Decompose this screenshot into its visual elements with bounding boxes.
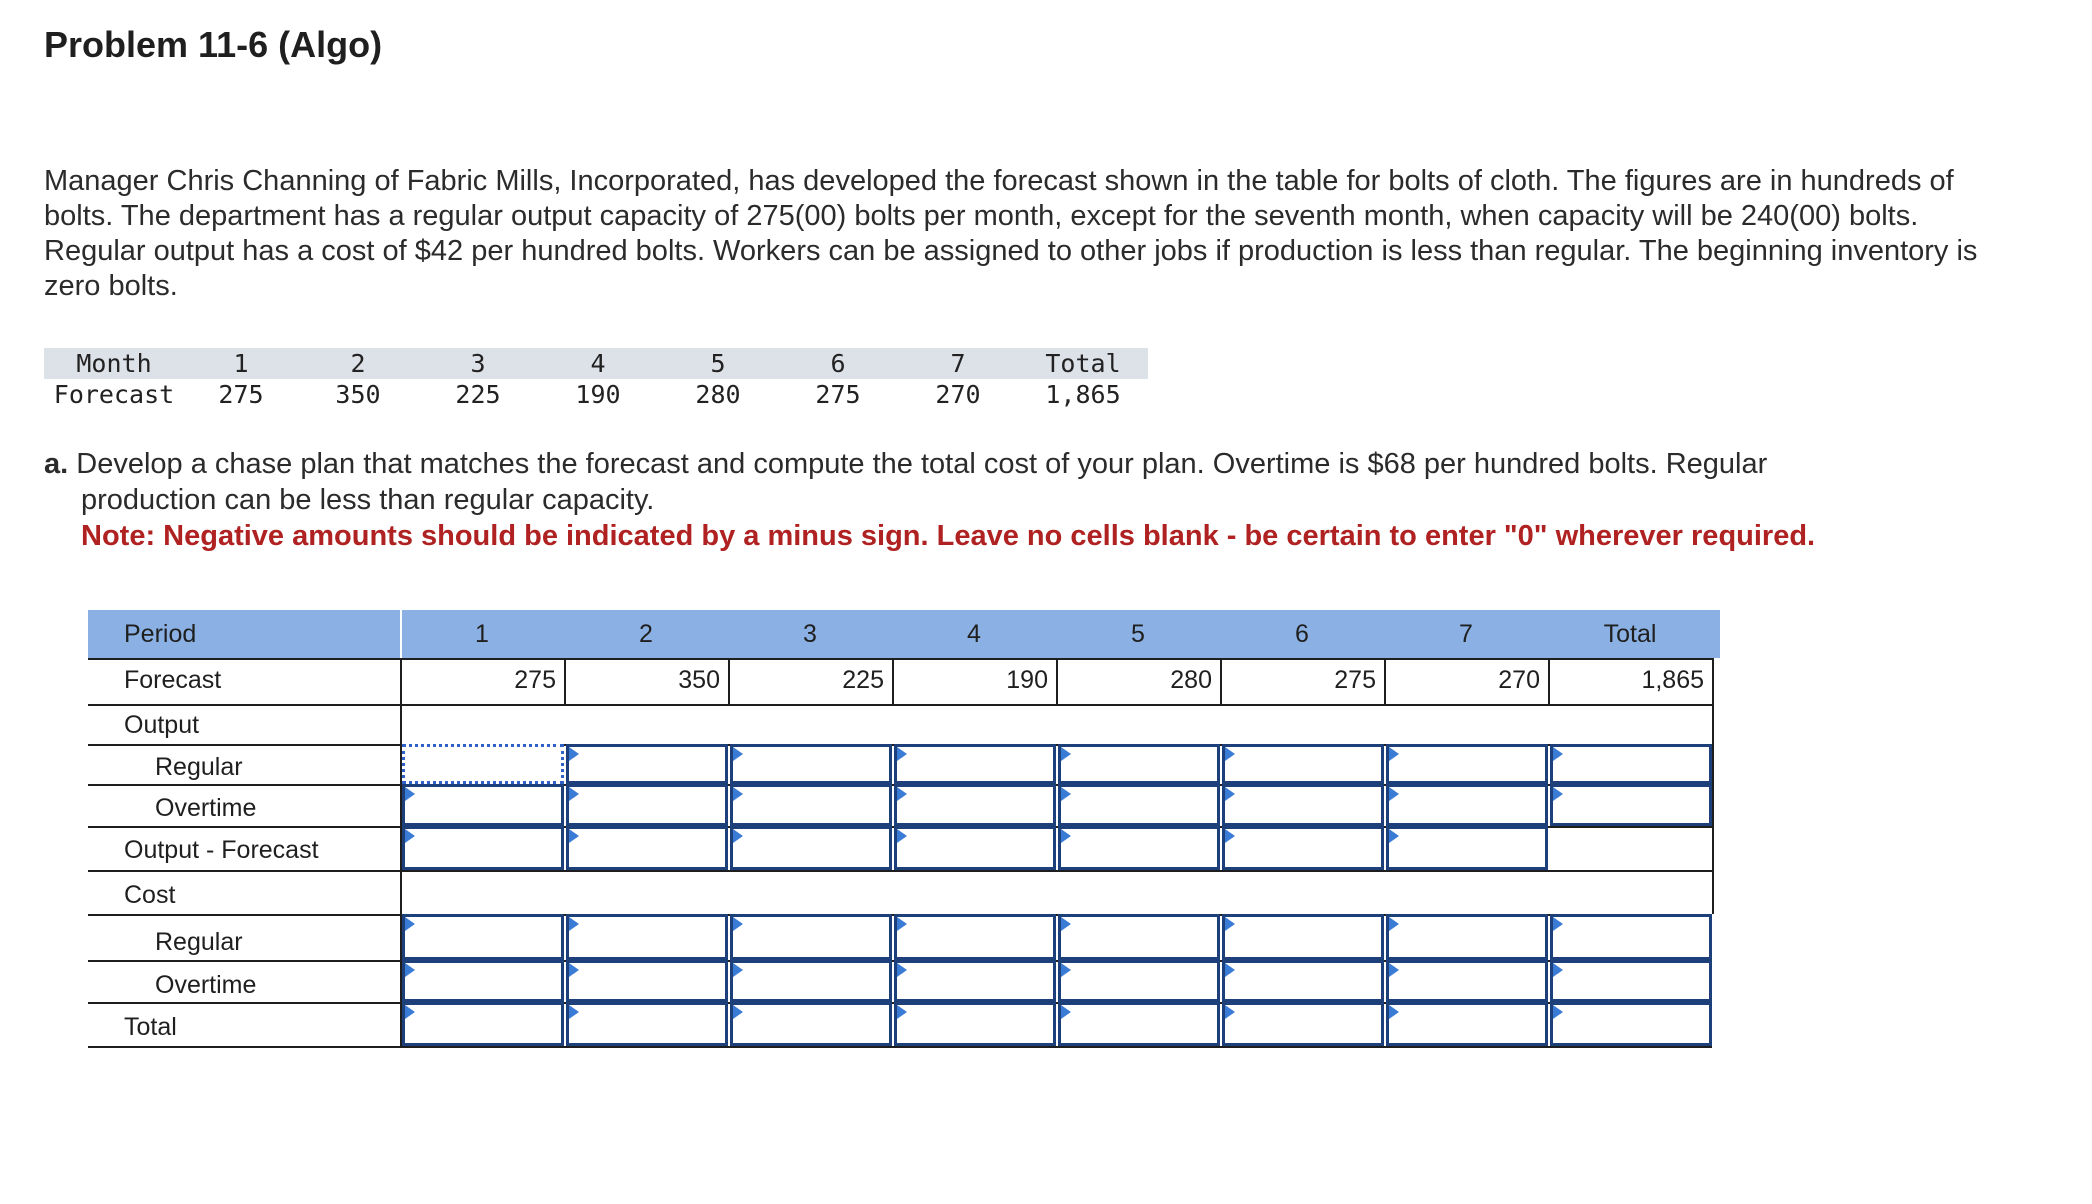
total-cost-input-period-4[interactable]: [894, 1002, 1056, 1046]
total-cost-input-period-2[interactable]: [566, 1002, 728, 1046]
output-overtime-input-period-8[interactable]: [1550, 784, 1712, 826]
column-divider: [728, 658, 730, 704]
output-overtime-input-period-3[interactable]: [730, 784, 892, 826]
output-regular-input-period-3[interactable]: [730, 744, 892, 784]
forecast-table-header: [44, 348, 1148, 379]
question-line-1: [44, 446, 2004, 482]
forecast-header-cell: 5: [658, 348, 778, 379]
forecast-cell: Forecast: [53, 380, 175, 409]
column-divider: [1712, 870, 1714, 914]
column-divider: [400, 658, 402, 704]
column-divider: [1220, 658, 1222, 704]
row-divider: [88, 704, 1712, 706]
forecast-header-cell: 4: [538, 348, 658, 379]
row-label-output: Output: [124, 711, 200, 739]
cost-regular-input-period-3[interactable]: [730, 914, 892, 960]
output-overtime-input-period-2[interactable]: [566, 784, 728, 826]
forecast-header-cell: 1: [184, 348, 298, 379]
output-regular-input-period-6[interactable]: [1222, 744, 1384, 784]
total-cost-input-period-8[interactable]: [1550, 1002, 1712, 1046]
row-divider: [88, 870, 1712, 872]
total-cost-input-period-1[interactable]: [402, 1002, 564, 1046]
row-label-cost-regular: Regular: [155, 928, 243, 956]
forecast-cell: 190: [575, 380, 621, 409]
header-period-6: 6: [1295, 620, 1309, 648]
output-minus-forecast-input-period-7[interactable]: [1386, 826, 1548, 870]
forecast-table: [44, 348, 1148, 410]
output-minus-forecast-input-period-5[interactable]: [1058, 826, 1220, 870]
total-cost-input-period-6[interactable]: [1222, 1002, 1384, 1046]
total-cost-input-period-5[interactable]: [1058, 1002, 1220, 1046]
output-regular-input-period-5[interactable]: [1058, 744, 1220, 784]
forecast-table-row: [44, 379, 1148, 410]
question-note: Note: Negative amounts should be indicated by a minus sign. Leave no cells blank - be certain to enter "0" wherever required.: [81, 520, 1816, 552]
cost-overtime-input-period-4[interactable]: [894, 960, 1056, 1002]
header-period-8: Total: [1603, 620, 1657, 648]
question-text: Develop a chase plan that matches the forecast and compute the total cost of your plan. Overtime is $68 per hundred bolts. Regular: [76, 448, 1768, 480]
header-period-4: 4: [967, 620, 981, 648]
row-divider: [88, 1046, 1712, 1048]
forecast-header-cell: Month: [44, 348, 184, 379]
forecast-cell: 280: [695, 380, 741, 409]
row-label-cost-overtime: Overtime: [155, 971, 257, 999]
forecast-value: 1,865: [1641, 666, 1704, 694]
header-period-3: 3: [803, 620, 817, 648]
output-overtime-input-period-6[interactable]: [1222, 784, 1384, 826]
problem-description: Manager Chris Channing of Fabric Mills, Incorporated, has developed the forecast shown in the table for bolts of cloth. The figures are in hundreds of bolts. The department has a regular output capacity of 275(00) bolts per month, except for the seventh month, when capacity will be 240(00) bolts. Regular output has a cost of $42 per hundred bolts. Workers can be assigned to other jobs if production is less than regular. The beginning inventory is zero bolts.: [44, 165, 1978, 302]
forecast-cell: 350: [335, 380, 381, 409]
column-divider: [1384, 658, 1386, 704]
forecast-value: 350: [678, 666, 720, 694]
header-period-5: 5: [1131, 620, 1145, 648]
problem-title: Problem 11-6 (Algo): [44, 24, 383, 65]
output-regular-input-period-1[interactable]: [402, 744, 564, 784]
cost-regular-input-period-5[interactable]: [1058, 914, 1220, 960]
output-regular-input-period-7[interactable]: [1386, 744, 1548, 784]
forecast-cell: 1,865: [1045, 380, 1121, 409]
forecast-header-cell: Total: [1018, 348, 1148, 379]
total-cost-input-period-3[interactable]: [730, 1002, 892, 1046]
cost-overtime-input-period-8[interactable]: [1550, 960, 1712, 1002]
cost-overtime-input-period-1[interactable]: [402, 960, 564, 1002]
output-overtime-input-period-4[interactable]: [894, 784, 1056, 826]
row-divider: [88, 658, 1712, 660]
cost-overtime-input-period-5[interactable]: [1058, 960, 1220, 1002]
cost-regular-input-period-4[interactable]: [894, 914, 1056, 960]
forecast-header-cell: 6: [778, 348, 898, 379]
forecast-cell: 270: [935, 380, 981, 409]
row-label-output-regular: Regular: [155, 753, 243, 781]
output-minus-forecast-input-period-2[interactable]: [566, 826, 728, 870]
output-minus-forecast-input-period-3[interactable]: [730, 826, 892, 870]
forecast-header-cell: 3: [418, 348, 538, 379]
output-minus-forecast-input-period-1[interactable]: [402, 826, 564, 870]
cost-overtime-input-period-7[interactable]: [1386, 960, 1548, 1002]
output-overtime-input-period-5[interactable]: [1058, 784, 1220, 826]
cost-regular-input-period-6[interactable]: [1222, 914, 1384, 960]
column-divider: [1712, 658, 1714, 704]
cost-regular-input-period-7[interactable]: [1386, 914, 1548, 960]
row-label-cost: Cost: [124, 881, 176, 909]
output-regular-input-period-4[interactable]: [894, 744, 1056, 784]
column-divider: [564, 658, 566, 704]
column-divider: [892, 658, 894, 704]
output-minus-forecast-input-period-4[interactable]: [894, 826, 1056, 870]
cost-overtime-input-period-6[interactable]: [1222, 960, 1384, 1002]
output-overtime-input-period-1[interactable]: [402, 784, 564, 826]
cost-regular-input-period-1[interactable]: [402, 914, 564, 960]
output-overtime-input-period-7[interactable]: [1386, 784, 1548, 826]
forecast-header-cell: 2: [298, 348, 418, 379]
header-period-7: 7: [1459, 620, 1473, 648]
question-label: a.: [44, 448, 69, 480]
row-label-forecast: Forecast: [124, 666, 222, 694]
forecast-value: 280: [1170, 666, 1212, 694]
forecast-value: 190: [1006, 666, 1048, 694]
forecast-header-cell: 7: [898, 348, 1018, 379]
cost-overtime-input-period-3[interactable]: [730, 960, 892, 1002]
output-regular-input-period-8[interactable]: [1550, 744, 1712, 784]
row-label-output-minus-forecast: Output - Forecast: [124, 836, 319, 864]
header-period-2: 2: [639, 620, 653, 648]
cost-regular-input-period-8[interactable]: [1550, 914, 1712, 960]
forecast-value: 275: [514, 666, 556, 694]
column-divider: [1056, 658, 1058, 704]
chase-plan-worksheet: [88, 610, 1720, 1055]
forecast-cell: 275: [815, 380, 861, 409]
question-line-2: production can be less than regular capacity.: [81, 484, 655, 516]
forecast-cell: 225: [455, 380, 501, 409]
forecast-cell: 275: [218, 380, 264, 409]
row-label-output-overtime: Overtime: [155, 794, 257, 822]
cost-overtime-input-period-2[interactable]: [566, 960, 728, 1002]
cost-regular-input-period-2[interactable]: [566, 914, 728, 960]
column-divider: [1548, 658, 1550, 704]
forecast-value: 225: [842, 666, 884, 694]
output-minus-forecast-input-period-6[interactable]: [1222, 826, 1384, 870]
header-period: Period: [124, 620, 197, 648]
total-cost-input-period-7[interactable]: [1386, 1002, 1548, 1046]
output-regular-input-period-2[interactable]: [566, 744, 728, 784]
column-divider: [1712, 704, 1714, 870]
row-label-total: Total: [124, 1013, 177, 1041]
header-period-1: 1: [475, 620, 489, 648]
question-a: [44, 446, 2004, 554]
forecast-value: 275: [1334, 666, 1376, 694]
forecast-value: 270: [1498, 666, 1540, 694]
